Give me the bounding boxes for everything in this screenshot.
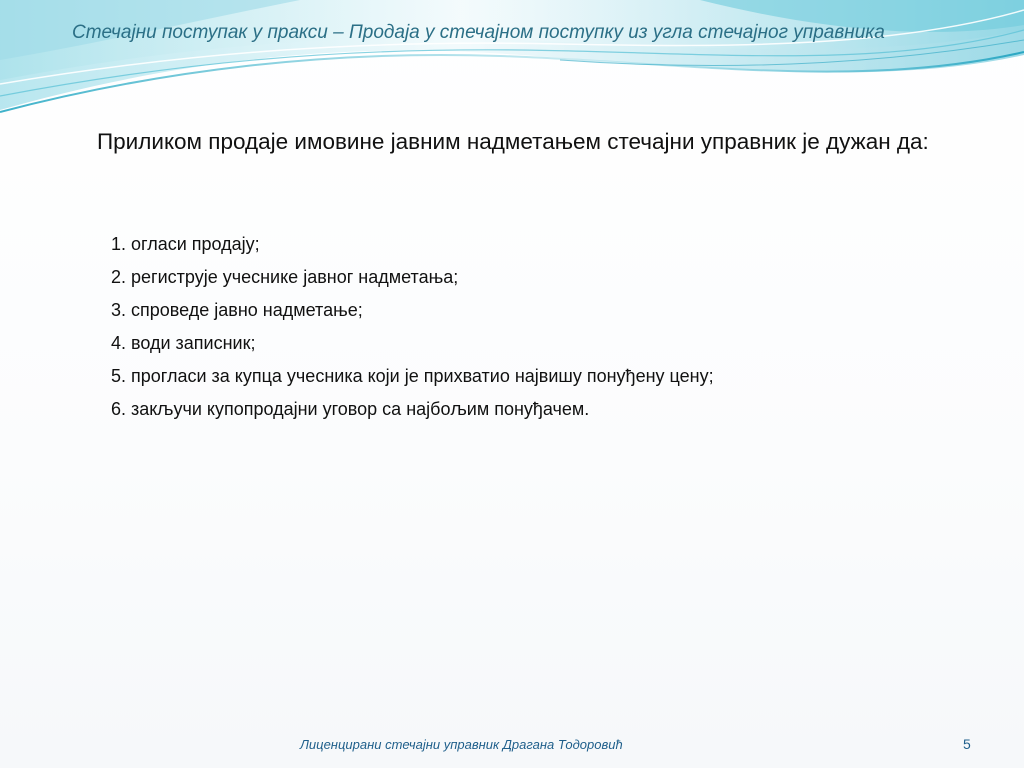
- list-item: 2. региструје учеснике јавног надметања;: [111, 267, 459, 287]
- header-wave-decoration: [0, 0, 1024, 130]
- slide-title: Стечајни поступак у пракси – Продаја у стечајном поступку из угла стечајног управника: [72, 22, 885, 43]
- intro-text: Приликом продаје имовине јавним надметањем стечајни управник је дужан да:: [97, 129, 929, 154]
- duties-list: [111, 228, 714, 426]
- list-item: 3. спроведе јавно надметање;: [111, 300, 363, 320]
- list-item: 5. прогласи за купца учесника који је прихватио највишу понуђену цену;: [111, 366, 714, 386]
- list-item: 4. води записник;: [111, 333, 256, 353]
- footer-author: Лиценцирани стечајни управник Драгана Тодоровић: [300, 737, 623, 752]
- list-item: 1. огласи продају;: [111, 234, 260, 254]
- page-number: 5: [963, 736, 971, 752]
- list-item: 6. закључи купопродајни уговор са најбољим понуђачем.: [111, 399, 590, 419]
